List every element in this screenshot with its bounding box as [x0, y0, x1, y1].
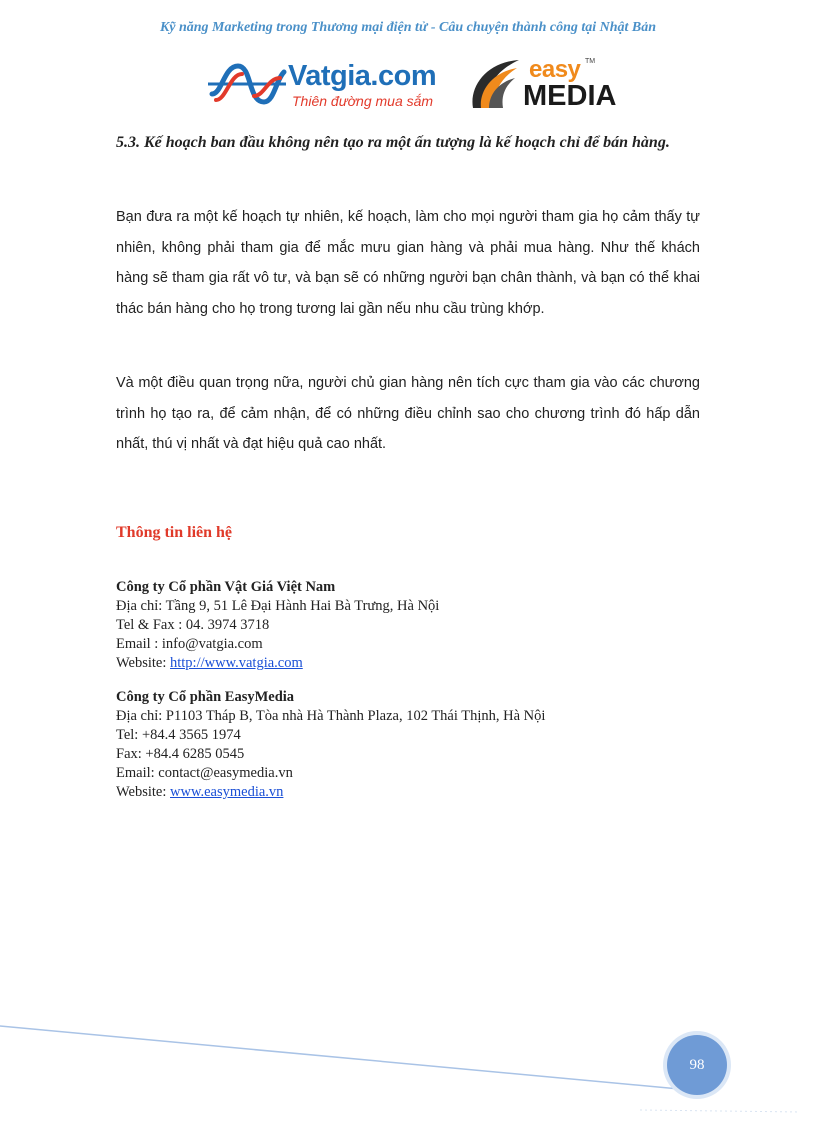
- website-line: [116, 654, 439, 673]
- company-name: Công ty Cổ phần Vật Giá Việt Nam: [116, 579, 336, 595]
- tel-line: Tel: +84.4 3565 1974: [116, 727, 241, 743]
- email-line: Email : info@vatgia.com: [116, 636, 263, 652]
- section-heading: 5.3. Kế hoạch ban đầu không nên tạo ra một ấn tượng là kế hoạch chỉ để bán hàng.: [116, 134, 670, 151]
- paragraph-2: Và một điều quan trọng nữa, người chủ gian hàng nên tích cực tham gia vào các chương trình họ tạo ra, để cảm nhận, để có những điều chỉnh sao cho chương trình đó hấp dẫn nhất, thú vị nhất và đạt hiệu quả cao nhất.: [116, 375, 700, 452]
- website-label: Website:: [116, 784, 170, 800]
- vatgia-tagline: Thiên đường mua sắm: [292, 93, 434, 109]
- easymedia-logo: [467, 56, 627, 114]
- website-link-vatgia[interactable]: http://www.vatgia.com: [170, 655, 303, 671]
- page-number: 98: [689, 1057, 705, 1073]
- media-wordmark: MEDIA: [523, 80, 617, 112]
- company-name: Công ty Cổ phần EasyMedia: [116, 689, 295, 705]
- website-label: Website:: [116, 655, 170, 671]
- vatgia-wordmark: Vatgia.com: [288, 60, 437, 92]
- easymedia-swoosh-icon: [467, 56, 527, 114]
- address-line: Địa chỉ: P1103 Tháp B, Tòa nhà Hà Thành Plaza, 102 Thái Thịnh, Hà Nội: [116, 708, 546, 724]
- contact-heading: Thông tin liên hệ: [116, 524, 233, 541]
- contact-block-vatgia: [116, 578, 439, 673]
- contact-block-easymedia: [116, 688, 545, 802]
- fax-line: Fax: +84.4 6285 0545: [116, 746, 245, 762]
- tel-fax-line: Tel & Fax : 04. 3974 3718: [116, 617, 270, 633]
- trademark-mark: TM: [585, 58, 596, 65]
- paragraph-1: Bạn đưa ra một kế hoạch tự nhiên, kế hoạch, làm cho mọi người tham gia họ cảm thấy tự nhiên, không phải tham gia để mắc mưu gian hàng và phải mua hàng. Như thế khách hàng sẽ tham gia rất vô tư, và bạn sẽ có những người bạn chân thành, và bạn có thể khai thác bán hàng cho họ trong tương lai gần nếu nhu cầu trùng khớp.: [116, 209, 700, 317]
- running-header-title: Kỹ năng Marketing trong Thương mại điện tử - Câu chuyện thành công tại Nhật Bản: [159, 20, 657, 35]
- vatgia-wave-icon: [208, 58, 288, 114]
- address-line: Địa chỉ: Tầng 9, 51 Lê Đại Hành Hai Bà Trưng, Hà Nội: [116, 598, 440, 614]
- vatgia-logo: [208, 58, 448, 114]
- website-link-easymedia[interactable]: www.easymedia.vn: [170, 784, 284, 800]
- easy-wordmark: easy: [529, 56, 581, 83]
- email-line: Email: contact@easymedia.vn: [116, 765, 293, 781]
- website-line: [116, 783, 545, 802]
